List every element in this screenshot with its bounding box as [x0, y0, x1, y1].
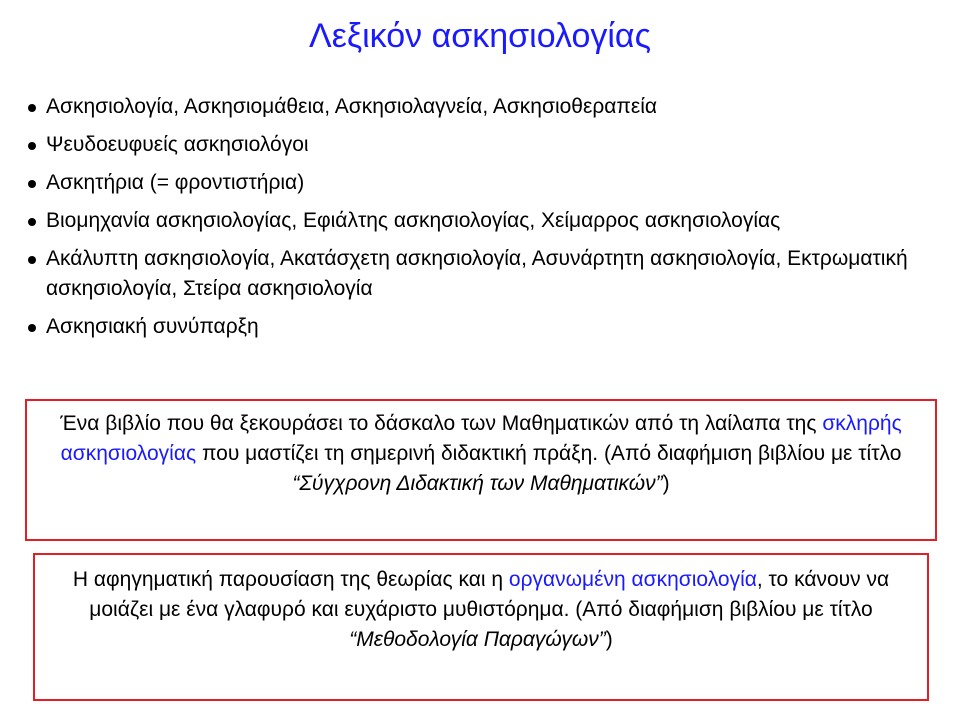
- bullet-dot-icon: [28, 218, 36, 226]
- quote-highlight: σκληρής ασκησιολογίας: [60, 412, 902, 465]
- bullet-text: Ασκησιολογία, Ασκησιομάθεια, Ασκησιολαγνεία, Ασκησιοθεραπεία: [46, 95, 658, 118]
- bullet-text: Ασκητήρια (= φροντιστήρια): [46, 171, 305, 194]
- bullet-item: [28, 130, 908, 160]
- bullet-text: Ψευδοευφυείς ασκησιολόγοι: [46, 133, 309, 156]
- bullet-dot-icon: [28, 142, 36, 150]
- quote-highlight: οργανωμένη ασκησιολογία: [508, 568, 757, 591]
- bullet-item: [28, 312, 908, 342]
- quote-text: , το κάνουν να μοιάζει με ένα γλαφυρό και ευχάριστο μυθιστόρημα. (Από διαφήμιση βιβλίου με τίτλο: [89, 568, 890, 621]
- bullet-item: [28, 168, 908, 198]
- quote-text: ): [605, 628, 613, 651]
- bullet-item: [28, 92, 908, 122]
- bullet-list: [28, 92, 908, 350]
- book-title: “Σύγχρονη Διδακτική των Μαθηματικών”: [292, 472, 663, 495]
- bullet-dot-icon: [28, 256, 36, 264]
- quote-text: που μαστίζει τη σημερινή διδακτική πράξη. (Από διαφήμιση βιβλίου με τίτλο: [196, 442, 902, 465]
- quote-box-second: [33, 553, 929, 701]
- bullet-dot-icon: [28, 104, 36, 112]
- bullet-text: Ασκησιακή συνύπαρξη: [46, 315, 259, 338]
- bullet-text: Βιομηχανία ασκησιολογίας, Εφιάλτης ασκησιολογίας, Χείμαρρος ασκησιολογίας: [46, 209, 781, 232]
- bullet-item: [28, 244, 908, 304]
- slide-title: Λεξικόν ασκησιολογίας: [309, 17, 651, 55]
- quote-text: Ένα βιβλίο που θα ξεκουράσει το δάσκαλο των Μαθηματικών από τη λαίλαπα της: [60, 412, 823, 435]
- book-title: “Μεθοδολογία Παραγώγων”: [349, 628, 606, 651]
- bullet-dot-icon: [28, 180, 36, 188]
- quote-box-first: [25, 399, 937, 541]
- quote-text: Η αφηγηματική παρουσίαση της θεωρίας και η: [72, 568, 509, 591]
- bullet-text: Ακάλυπτη ασκησιολογία, Ακατάσχετη ασκησιολογία, Ασυνάρτητη ασκησιολογία, Εκτρωματική ασκησιολογία, Στείρα ασκησιολογία: [46, 247, 908, 300]
- quote-text: ): [662, 472, 670, 495]
- bullet-item: [28, 206, 908, 236]
- bullet-dot-icon: [28, 324, 36, 332]
